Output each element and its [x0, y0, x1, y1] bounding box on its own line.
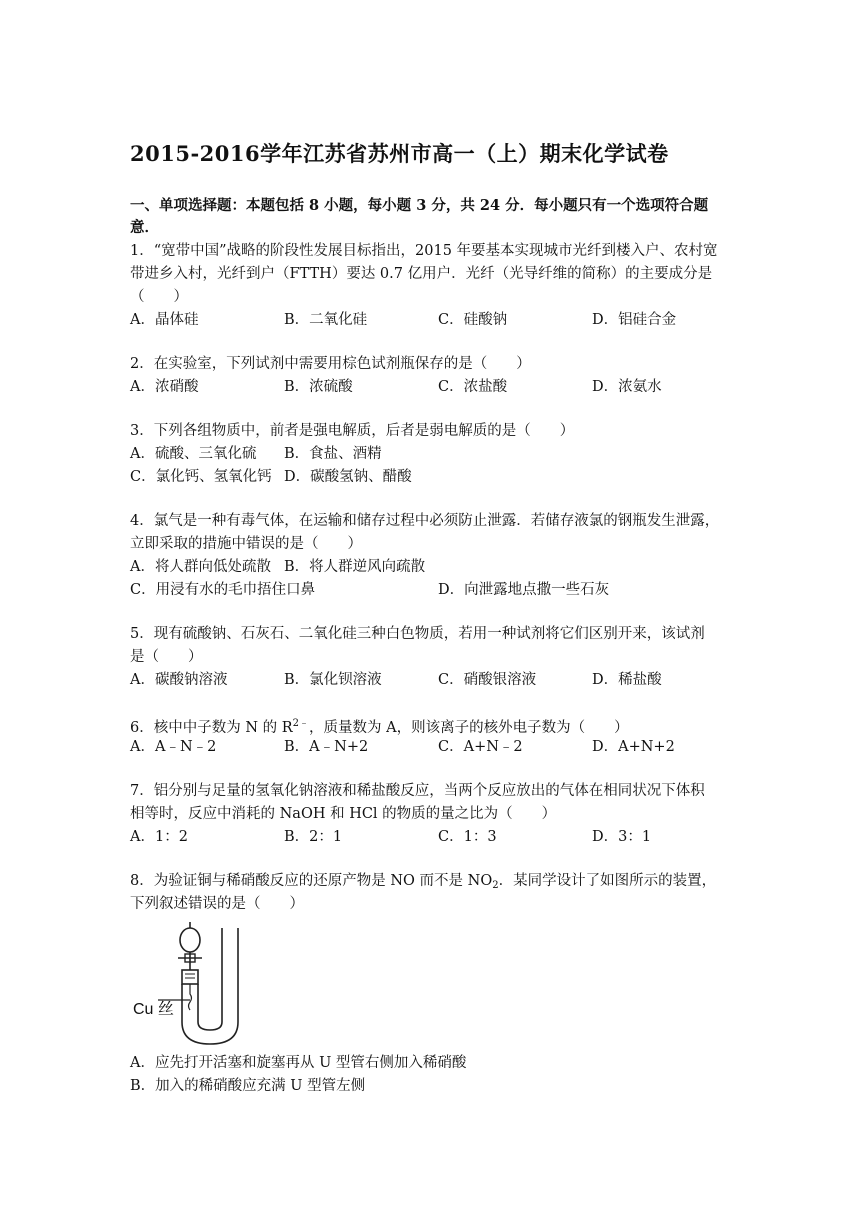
q7-option-d: D．3：1 — [592, 829, 652, 845]
q1-stem-line3: （ ） — [130, 289, 188, 305]
q2-option-d: D．浓氨水 — [592, 379, 662, 395]
q6-option-d: D．A+N+2 — [592, 739, 675, 755]
section-heading-line2: 意． — [130, 219, 159, 236]
q6-option-b: B．A﹣N+2 — [284, 739, 369, 755]
q5-option-d: D．稀盐酸 — [592, 672, 662, 688]
q6-ion-charge: 2﹣ — [292, 718, 310, 729]
q4-option-c: C．用浸有水的毛巾捂住口鼻 — [130, 582, 316, 598]
exam-title: 2015-2016学年江苏省苏州市高一（上）期末化学试卷 — [130, 141, 669, 166]
q5-option-c: C．硝酸银溶液 — [438, 672, 537, 688]
q4-stem-line1: 4．氯气是一种有毒气体，在运输和储存过程中必须防止泄露．若储存液氯的钢瓶发生泄露， — [130, 513, 720, 529]
q5-stem-line1: 5．现有硫酸钠、石灰石、二氧化硅三种白色物质，若用一种试剂将它们区别开来，该试剂 — [130, 626, 705, 642]
section-heading-line1: 一、单项选择题：本题包括 8 小题，每小题 3 分，共 24 分．每小题只有一个选项符合题 — [130, 197, 709, 214]
q5-option-b: B．氯化钡溶液 — [284, 672, 382, 688]
q3-option-b: B．食盐、酒精 — [284, 446, 382, 462]
q3-option-d: D．碳酸氢钠、醋酸 — [284, 469, 412, 485]
q1-stem-line1: 1．“宽带中国”战略的阶段性发展目标指出，2015 年要基本实现城市光纤到楼入户、农村宽 — [130, 243, 718, 259]
q4-option-d: D．向泄露地点撒一些石灰 — [438, 582, 610, 598]
q7-option-b: B．2：1 — [284, 829, 343, 845]
q1-option-a: A．晶体硅 — [130, 312, 199, 328]
q6-stem-pre: 6．核中中子数为 N 的 R — [130, 720, 293, 736]
q3-stem: 3．下列各组物质中，前者是强电解质，后者是弱电解质的是（ ） — [130, 423, 575, 439]
q8-option-a: A．应先打开活塞和旋塞再从 U 型管右侧加入稀硝酸 — [130, 1055, 467, 1071]
q1-option-c: C．硅酸钠 — [438, 312, 508, 328]
q3-option-c: C．氯化钙、氢氧化钙 — [130, 469, 272, 485]
q8-option-b: B．加入的稀硝酸应充满 U 型管左侧 — [130, 1078, 366, 1094]
q5-option-a: A．碳酸钠溶液 — [130, 672, 228, 688]
q7-stem-line2: 相等时，反应中消耗的 NaOH 和 HCl 的物质的量之比为（ ） — [130, 806, 557, 822]
q6-stem-post: ，质量数为 A，则该离子的核外电子数为（ ） — [309, 720, 629, 736]
q1-option-b: B．二氧化硅 — [284, 312, 368, 328]
q2-option-a: A．浓硝酸 — [130, 379, 199, 395]
q3-option-a: A．硫酸、三氧化硫 — [130, 446, 257, 462]
q8-no2-subscript: 2 — [492, 880, 499, 891]
q2-stem: 2．在实验室，下列试剂中需要用棕色试剂瓶保存的是（ ） — [130, 356, 531, 372]
q7-stem-line1: 7．铝分别与足量的氢氧化钠溶液和稀盐酸反应，当两个反应放出的气体在相同状况下体积 — [130, 783, 705, 799]
u-tube-apparatus-figure — [130, 918, 260, 1048]
q6-stem — [130, 714, 629, 738]
q4-stem-line2: 立即采取的措施中错误的是（ ） — [130, 536, 362, 552]
q4-option-a: A．将人群向低处疏散 — [130, 559, 271, 575]
figure-label-cu-wire: Cu 丝 — [133, 1001, 174, 1018]
q8-stem-line1 — [130, 871, 716, 896]
q1-stem-line2: 带进乡入村，光纤到户（FTTH）要达 0.7 亿用户．光纤（光导纤维的简称）的主要成分是 — [130, 266, 713, 282]
q1-option-d: D．铝硅合金 — [592, 312, 677, 328]
q5-stem-line2: 是（ ） — [130, 649, 203, 665]
q7-option-c: C．1：3 — [438, 829, 497, 845]
q8-stem-post: ．某同学设计了如图所示的装置， — [498, 873, 717, 889]
q6-option-c: C．A+N﹣2 — [438, 739, 523, 755]
q7-option-a: A．1：2 — [130, 829, 188, 845]
q6-option-a: A．A﹣N﹣2 — [130, 739, 217, 755]
q8-stem-line2: 下列叙述错误的是（ ） — [130, 896, 304, 912]
q2-option-b: B．浓硫酸 — [284, 379, 353, 395]
q4-option-b: B．将人群逆风向疏散 — [284, 559, 426, 575]
q8-stem-pre: 8．为验证铜与稀硝酸反应的还原产物是 NO 而不是 NO — [130, 873, 493, 889]
q2-option-c: C．浓盐酸 — [438, 379, 508, 395]
